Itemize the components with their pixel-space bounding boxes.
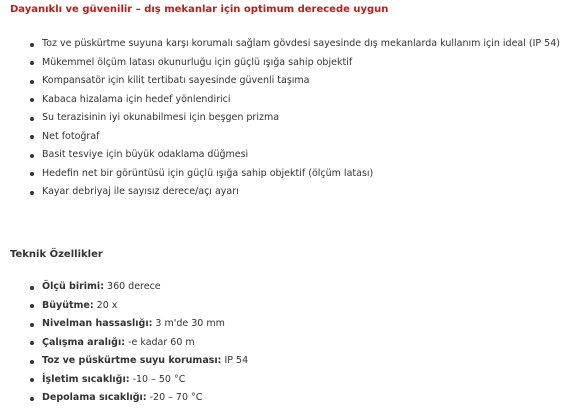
feature-item: Basit tesviye için büyük odaklama düğmesi: [10, 146, 560, 165]
spec-label: Toz ve püskürtme suyu koruması:: [42, 355, 222, 366]
spec-label: Ölçü birimi:: [42, 281, 104, 292]
spec-item: [10, 315, 248, 334]
spec-label: Nivelman hassaslığı:: [42, 318, 153, 329]
tech-specs-title: Teknik Özellikler: [10, 249, 103, 260]
feature-item: Su terazisinin iyi okunabilmesi için beşgen prizma: [10, 109, 560, 128]
spec-value: -20 – 70 °C: [146, 392, 203, 403]
spec-list: [10, 278, 248, 408]
spec-label: İşletim sıcaklığı:: [42, 373, 130, 385]
spec-item: [10, 389, 248, 408]
feature-item: Kabaca hizalama için hedef yönlendirici: [10, 91, 560, 110]
feature-item: Kayar debriyaj ile sayısız derece/açı ayarı: [10, 183, 560, 202]
section-headline: Dayanıklı ve güvenilir – dış mekanlar için optimum derecede uygun: [10, 4, 389, 15]
spec-item: [10, 297, 248, 316]
feature-item: Mükemmel ölçüm latası okunurluğu için güçlü ışığa sahip objektif: [10, 54, 560, 73]
spec-item: [10, 352, 248, 371]
spec-value: -e kadar 60 m: [125, 336, 195, 348]
spec-item: [10, 334, 248, 353]
feature-item: Hedefin net bir görüntüsü için güçlü ışığa sahip objektif (ölçüm latası): [10, 165, 560, 184]
feature-item: Kompansatör için kilit tertibatı sayesinde güvenli taşıma: [10, 72, 560, 91]
spec-value: 360 derece: [104, 281, 161, 292]
feature-item: Net fotoğraf: [10, 128, 560, 147]
spec-label: Çalışma aralığı:: [42, 336, 126, 348]
spec-item: [10, 371, 248, 390]
spec-value: -10 – 50 °C: [129, 373, 186, 385]
feature-list: [10, 35, 560, 202]
spec-value: IP 54: [221, 355, 249, 366]
spec-label: Büyütme:: [42, 299, 94, 311]
spec-value: 3 m'de 30 mm: [152, 318, 225, 329]
spec-value: 20 x: [93, 299, 118, 311]
spec-item: [10, 278, 248, 297]
feature-item: Toz ve püskürtme suyuna karşı korumalı sağlam gövdesi sayesinde dış mekanlarda kullanım için ideal (IP 54): [10, 35, 560, 54]
spec-label: Depolama sıcaklığı:: [42, 392, 147, 403]
